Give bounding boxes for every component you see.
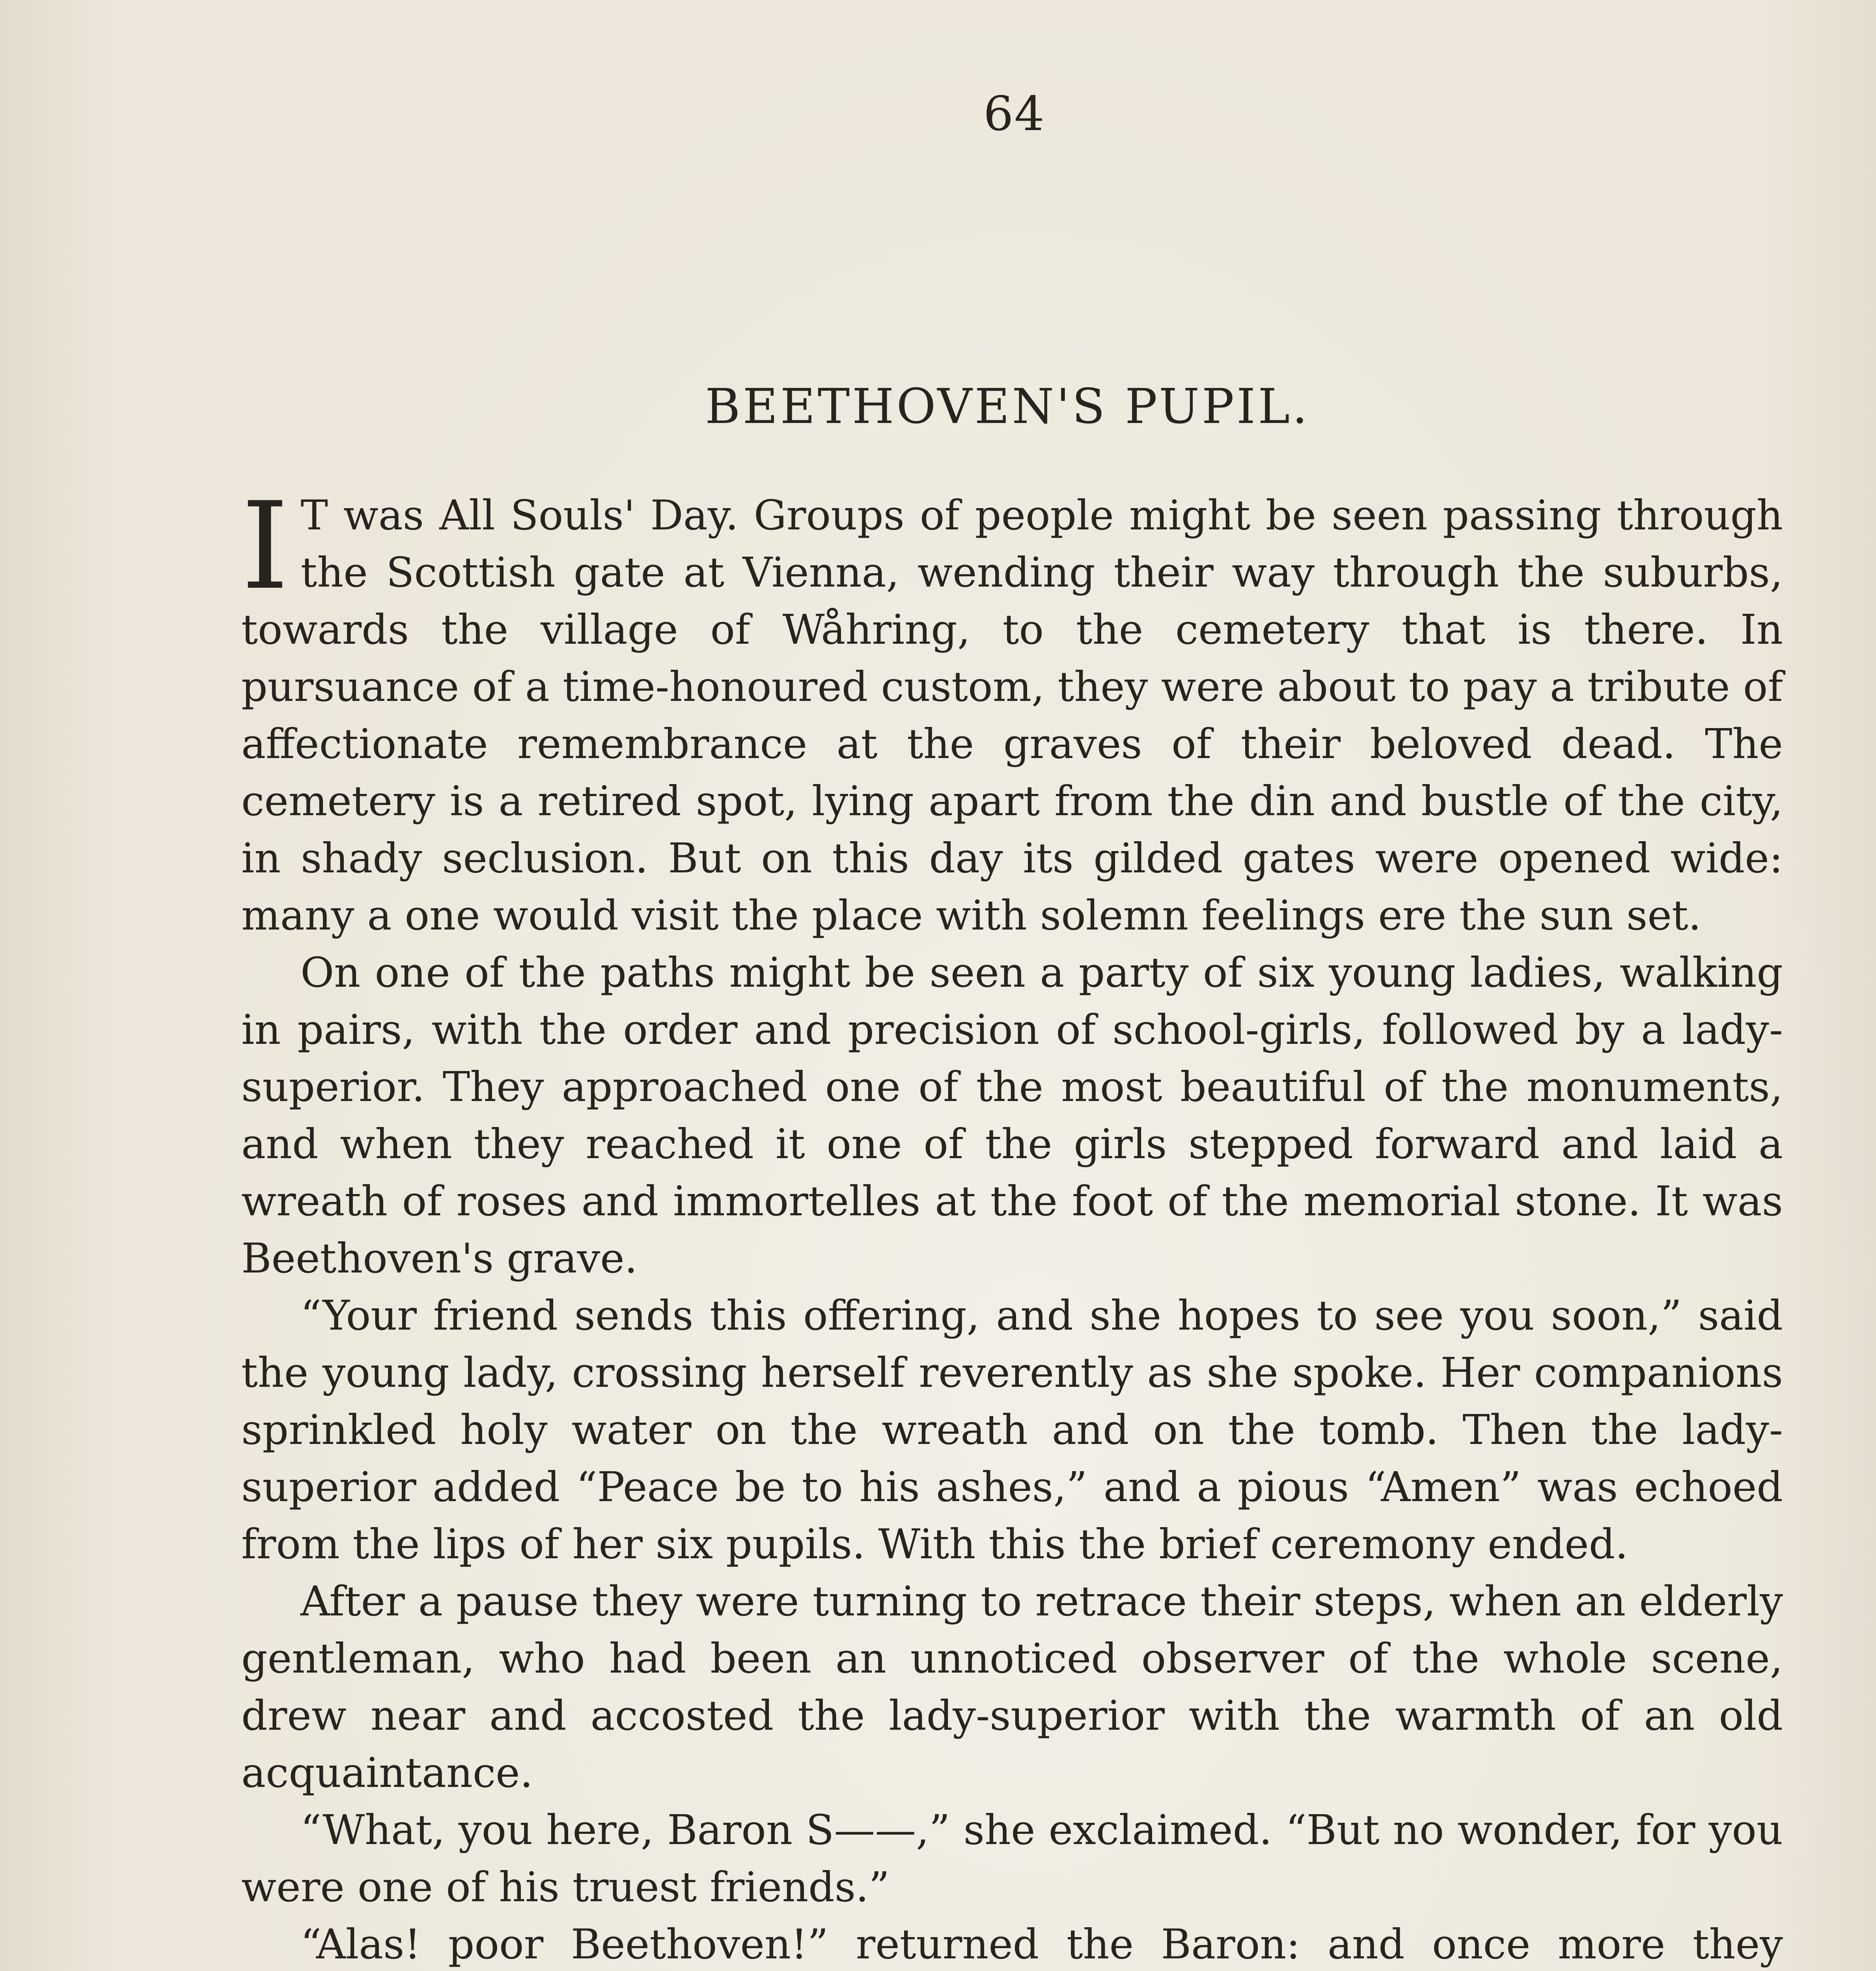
body-text [241, 476, 1783, 1971]
drop-cap: I [241, 476, 289, 616]
chapter-title: BEETHOVEN'S PUPIL. [705, 378, 1310, 434]
paragraph-4: After a pause they were turning to retrace their steps, when an elderly gentleman, who had been an unnoticed observer of the whole scene, drew near and accosted the lady-superior with the warmth of an old acquaintance. [241, 1577, 1783, 1797]
page-number: 64 [983, 87, 1045, 142]
paragraph-6: “Alas! poor Beethoven!” returned the Baron: and once more they [300, 1920, 1783, 1968]
paragraph-5: “What, you here, Baron S——,” she exclaimed. “But no wonder, for you were one of his truest friends.” [241, 1806, 1783, 1911]
paragraph-1 [241, 476, 1783, 944]
paragraph-2: On one of the paths might be seen a party of six young ladies, walking in pairs, with the order and precision of school-girls, followed by a lady-superior. They approached one of the most beautiful of the monuments, and when they reached it one of the girls stepped forward and laid a wreath of roses and immortelles at the foot of the memorial stone. It was Beethoven's grave. [241, 948, 1783, 1282]
paragraph-3: “Your friend sends this offering, and she hopes to see you soon,” said the young lady, crossing herself reverently as she spoke. Her companions sprinkled holy water on the wreath and on the tomb. Then the lady-superior added “Peace be to his ashes,” and a pious “Amen” was echoed from the lips of her six pupils. With this the brief ceremony ended. [241, 1291, 1783, 1568]
paragraph-1-text: T was All Souls' Day. Groups of people might be seen passing through the Scottish gate at Vienna, wending their way through the suburbs, towards the village of Wåhring, to the cemetery that is there. In pursuance of a time-honoured custom, they were about to pay a tribute of affectionate remembrance at the graves of their beloved dead. The cemetery is a retired spot, lying apart from the din and bustle of the city, in shady seclusion. But on this day its gilded gates were opened wide: many a one would visit the place with solemn feelings ere the sun set. [241, 491, 1783, 939]
